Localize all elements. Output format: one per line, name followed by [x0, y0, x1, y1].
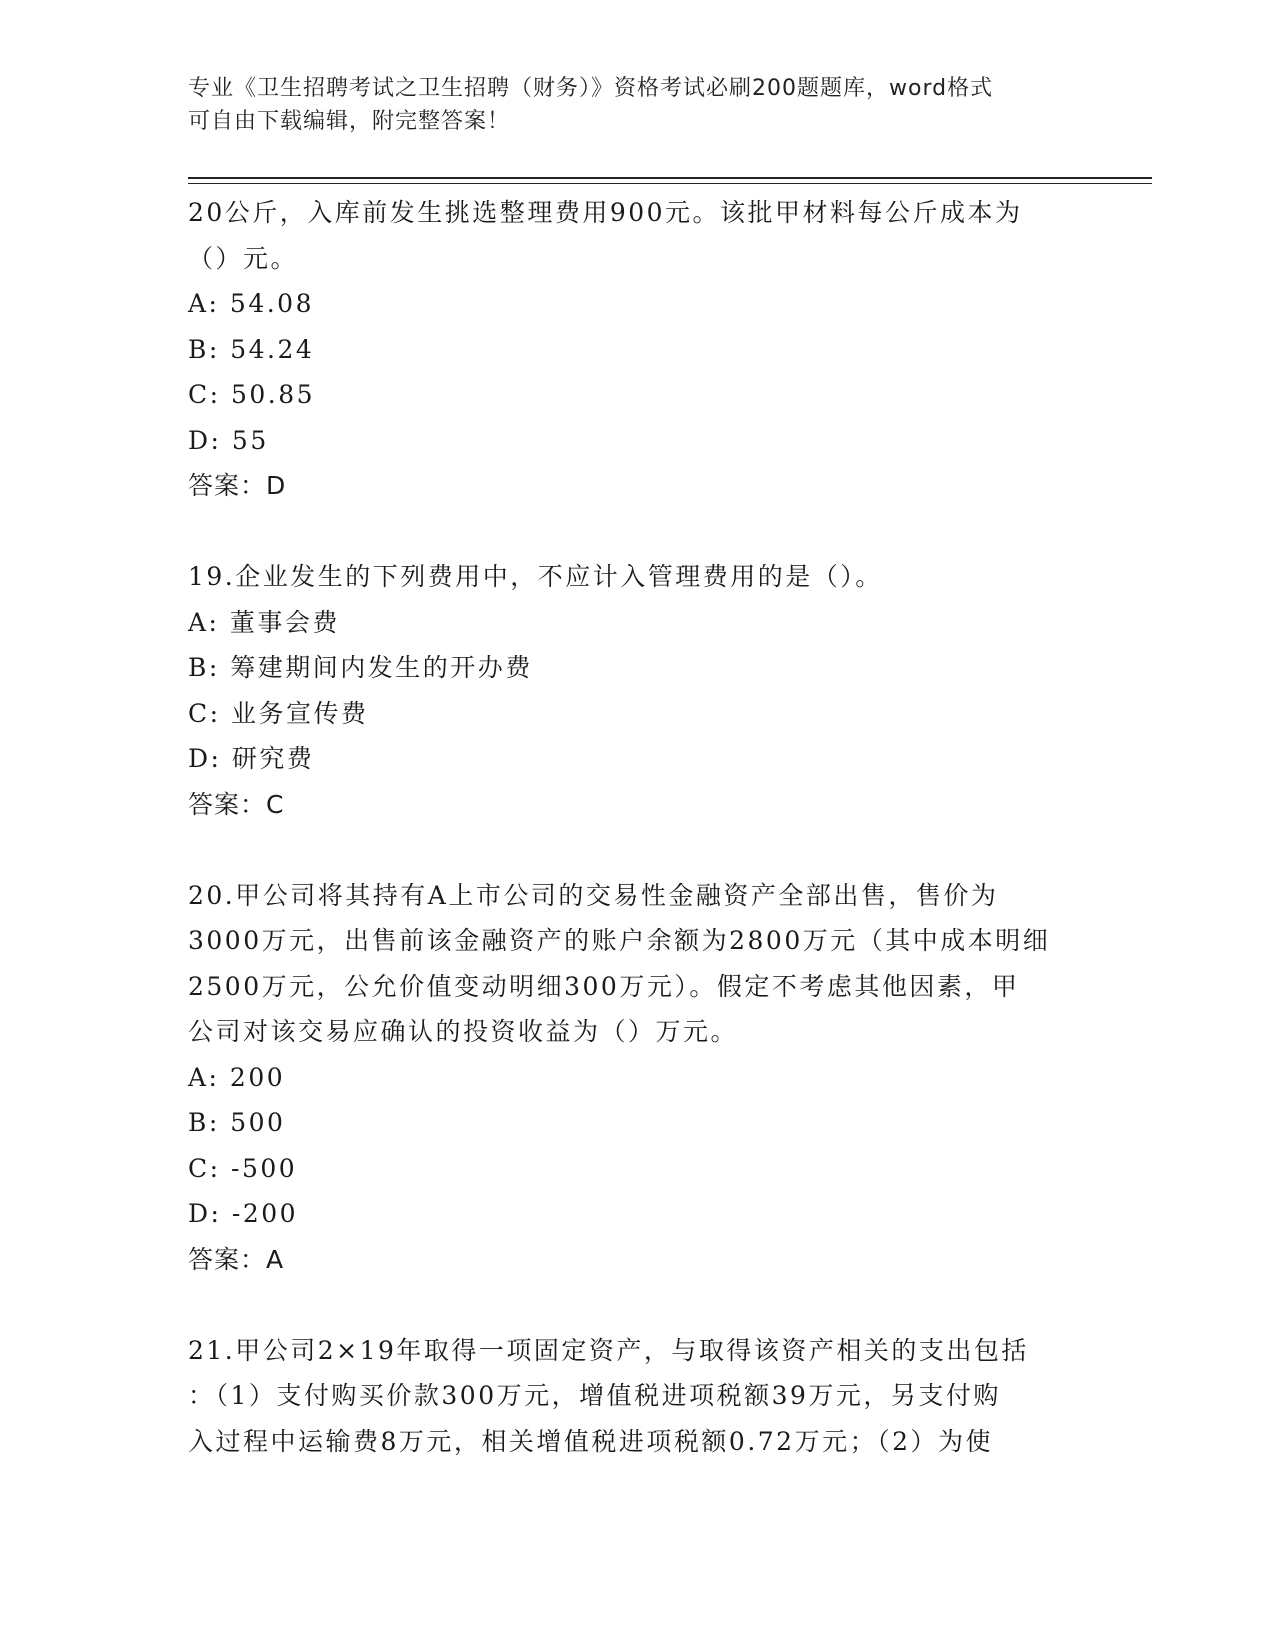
header-line-1: 专业《卫生招聘考试之卫生招聘（财务）》资格考试必刷200题题库，word格式	[188, 76, 994, 101]
option-c: C: -500	[188, 1153, 298, 1183]
answer-line: 答案：C	[188, 789, 285, 819]
question-stem-line: 19.企业发生的下列费用中，不应计入管理费用的是（）。	[188, 562, 883, 591]
question-stem-line: 3000万元，出售前该金融资产的账户余额为2800万元（其中成本明细	[188, 926, 1051, 955]
header-line-2: 可自由下载编辑，附完整答案！	[188, 109, 511, 134]
option-b: B: 54.24	[188, 334, 315, 364]
option-b: B: 筹建期间内发生的开办费	[188, 653, 533, 682]
question-stem-line: ：（1）支付购买价款300万元，增值税进项税额39万元，另支付购	[188, 1381, 1001, 1410]
option-c: C: 50.85	[188, 380, 316, 409]
option-c: C: 业务宣传费	[188, 698, 369, 728]
question-spacer	[188, 827, 1088, 873]
question-18	[188, 190, 1088, 509]
question-stem-line: 20.甲公司将其持有A上市公司的交易性金融资产全部出售，售价为	[188, 880, 999, 910]
question-spacer	[188, 1282, 1088, 1328]
answer-line: 答案：D	[188, 471, 287, 500]
option-a: A: 200	[188, 1062, 286, 1092]
answer-line: 答案：A	[188, 1244, 285, 1274]
header-divider-thin	[188, 183, 1152, 184]
document-header	[188, 72, 1068, 138]
option-d: D: 55	[188, 425, 269, 455]
question-stem-line: 公司对该交易应确认的投资收益为（）万元。	[188, 1017, 739, 1046]
option-a: A: 54.08	[188, 289, 314, 318]
question-20	[188, 873, 1088, 1283]
option-d: D: 研究费	[188, 744, 315, 773]
question-stem-line: 21.甲公司2×19年取得一项固定资产，与取得该资产相关的支出包括	[188, 1335, 1029, 1365]
option-d: D: -200	[188, 1199, 299, 1228]
option-a: A: 董事会费	[188, 607, 340, 637]
question-stem-line: 入过程中运输费8万元，相关增值税进项税额0.72万元；（2）为使	[188, 1426, 993, 1456]
question-stem-line: 20公斤，入库前发生挑选整理费用900元。该批甲材料每公斤成本为	[188, 198, 1023, 227]
question-stem-line: 2500万元，公允价值变动明细300万元）。假定不考虑其他因素，甲	[188, 971, 1020, 1001]
option-b: B: 500	[188, 1108, 286, 1137]
question-19	[188, 554, 1088, 827]
question-spacer	[188, 509, 1088, 555]
header-divider-thick	[188, 177, 1152, 179]
question-list	[188, 190, 1088, 1464]
question-stem-line: （）元。	[188, 243, 299, 273]
question-21	[188, 1328, 1088, 1465]
